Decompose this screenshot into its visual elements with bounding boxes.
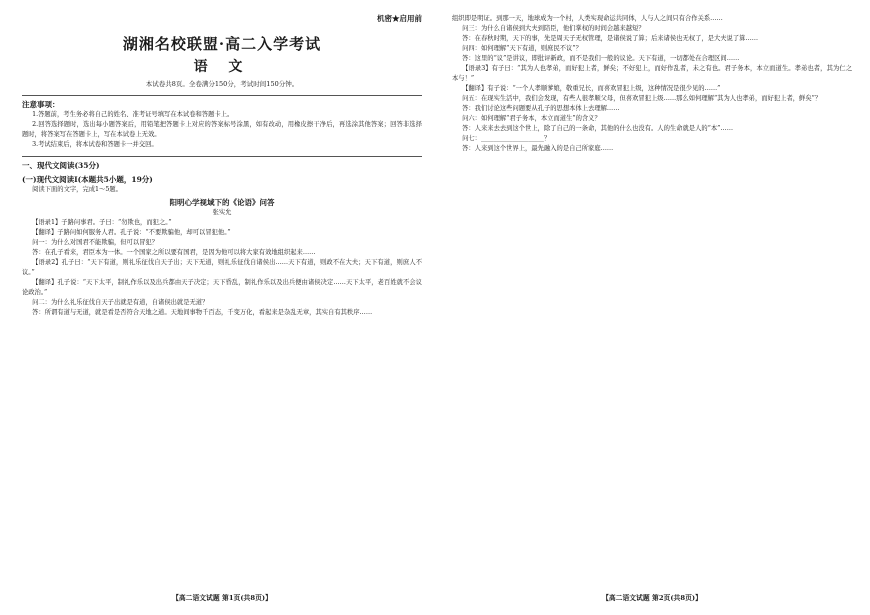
page-2 [452, 14, 852, 604]
page-1 [22, 14, 422, 604]
page-footer: 【高二语文试题 第1页(共8页)】 [172, 594, 272, 602]
answer-2: 答：所谓有道与无道，就是看是否符合天地之道。天地间事物千百态，千变万化，看起来是杂乱无章，其实自有其秩序…… [32, 309, 373, 316]
section-title: 一、现代文阅读(35分) [22, 161, 100, 170]
answer-7: 答：人来到这个世界上，最先融入的是自己所家庭…… [462, 145, 614, 152]
answer-1: 答：在孔子看来，君臣本为一体。一个国家之所以要有国君，是因为他可以将大家有效地组织起来…… [32, 249, 316, 256]
notice-item-1: 1.答题前，考生务必将自己的姓名、准考证号填写在本试卷和答题卡上。 [32, 111, 234, 118]
translation-3: 【翻译】有子说：“一个人孝顺爹娘，敬重兄长，而喜欢冒犯上级，这种情况是很少见的……” [462, 85, 721, 92]
subsection-title: (一)现代文阅读Ⅰ(本题共5小题，19分) [22, 175, 153, 184]
answer-4: 答：这里的“议”是讲议，即批评新政，而不是我们一般的议论。天下有道，一切都处在合理区间…… [462, 55, 740, 62]
translation-1: 【翻译】子路问如何服务人君。孔子说：“不要欺骗他，却可以冒犯他。” [32, 229, 231, 236]
continued-paragraph: 组织即是明证。到那一天，地球成为一个村，人类实现命运共同体，人与人之间只有合作关系…… [452, 15, 723, 22]
question-7: 问七：____________________？ [462, 135, 551, 142]
question-1: 问一：为什么对国君不能欺骗，但可以冒犯？ [32, 239, 159, 246]
reading-instruction: 阅读下面的文字，完成1～5题。 [32, 186, 122, 193]
notice-title: 注意事项： [22, 100, 60, 109]
divider [22, 95, 422, 96]
answer-6: 答：人来来去去到这个世上，除了自己的一条命，其他的什么也没有。人的生命就是人的“本”…… [462, 125, 733, 132]
notice-item-3: 3.考试结束后，将本试卷和答题卡一并交回。 [32, 141, 158, 148]
quote-1: 【语录1】子路问事君。子曰：“勿欺也，而犯之。” [32, 219, 172, 226]
article-author: 张实允 [212, 209, 232, 216]
quote-2: 【语录2】孔子曰：“天下有道，则礼乐征伐自天子出；天下无道，则礼乐征伐自诸侯出……天下有道，则政不在大夫；天下有道，则庶人不议。” [22, 259, 422, 276]
page-footer: 【高二语文试题 第2页(共8页)】 [602, 594, 702, 602]
divider [22, 156, 422, 157]
question-5: 问五：在现实生活中，我们会发现，有些人很孝顺父母，但喜欢冒犯上级……那么如何理解“其为人也孝弟，而好犯上者，鲜矣”？ [462, 95, 822, 102]
answer-5: 答：我们讨论这些问题要从孔子的思想本体上去理解…… [462, 105, 620, 112]
translation-2: 【翻译】孔子说：“天下太平，制礼作乐以及出兵都由天子决定；天下昏乱，制礼作乐以及出兵便由诸侯决定……天下太平，老百姓就不会议论政治。” [22, 279, 422, 296]
subject-title: 语 文 [193, 59, 251, 75]
confidential-label: 机密★启用前 [377, 14, 422, 23]
question-2: 问二：为什么礼乐征伐自天子出就是有道，自诸侯出就是无道？ [32, 299, 209, 306]
article-title: 阳明心学视域下的《论语》问答 [169, 198, 275, 207]
question-3: 问三：为什么自诸侯到大夫到陪臣，他们掌权的时间会越来越短？ [462, 25, 645, 32]
answer-3: 答：在春秋时期，天下的事，先是周天子无权管理，是诸侯说了算；后来诸侯也无权了，是大夫说了算…… [462, 35, 759, 42]
quote-3: 【语录3】有子曰：“其为人也孝弟，而好犯上者，鲜矣；不好犯上，而好作乱者，未之有也。君子务本，本立而道生。孝弟也者，其为仁之本与！” [452, 65, 852, 82]
exam-title: 湖湘名校联盟·高二入学考试 [122, 35, 322, 53]
question-4: 问四：如何理解“天下有道，则庶民不议”？ [462, 45, 582, 52]
question-6: 问六：如何理解“君子务本，本立而道生”的含义？ [462, 115, 601, 122]
exam-meta: 本试卷共8页。全卷满分150分，考试时间150分钟。 [145, 80, 299, 88]
notice-item-2: 2.回答选择题时，选出每小题答案后，用铅笔把答题卡上对应的答案标号涂黑，如有改动，用橡皮擦干净后，再选涂其他答案；回答非选择题时，将答案写在答题卡上，写在本试卷上无效。 [22, 121, 422, 138]
